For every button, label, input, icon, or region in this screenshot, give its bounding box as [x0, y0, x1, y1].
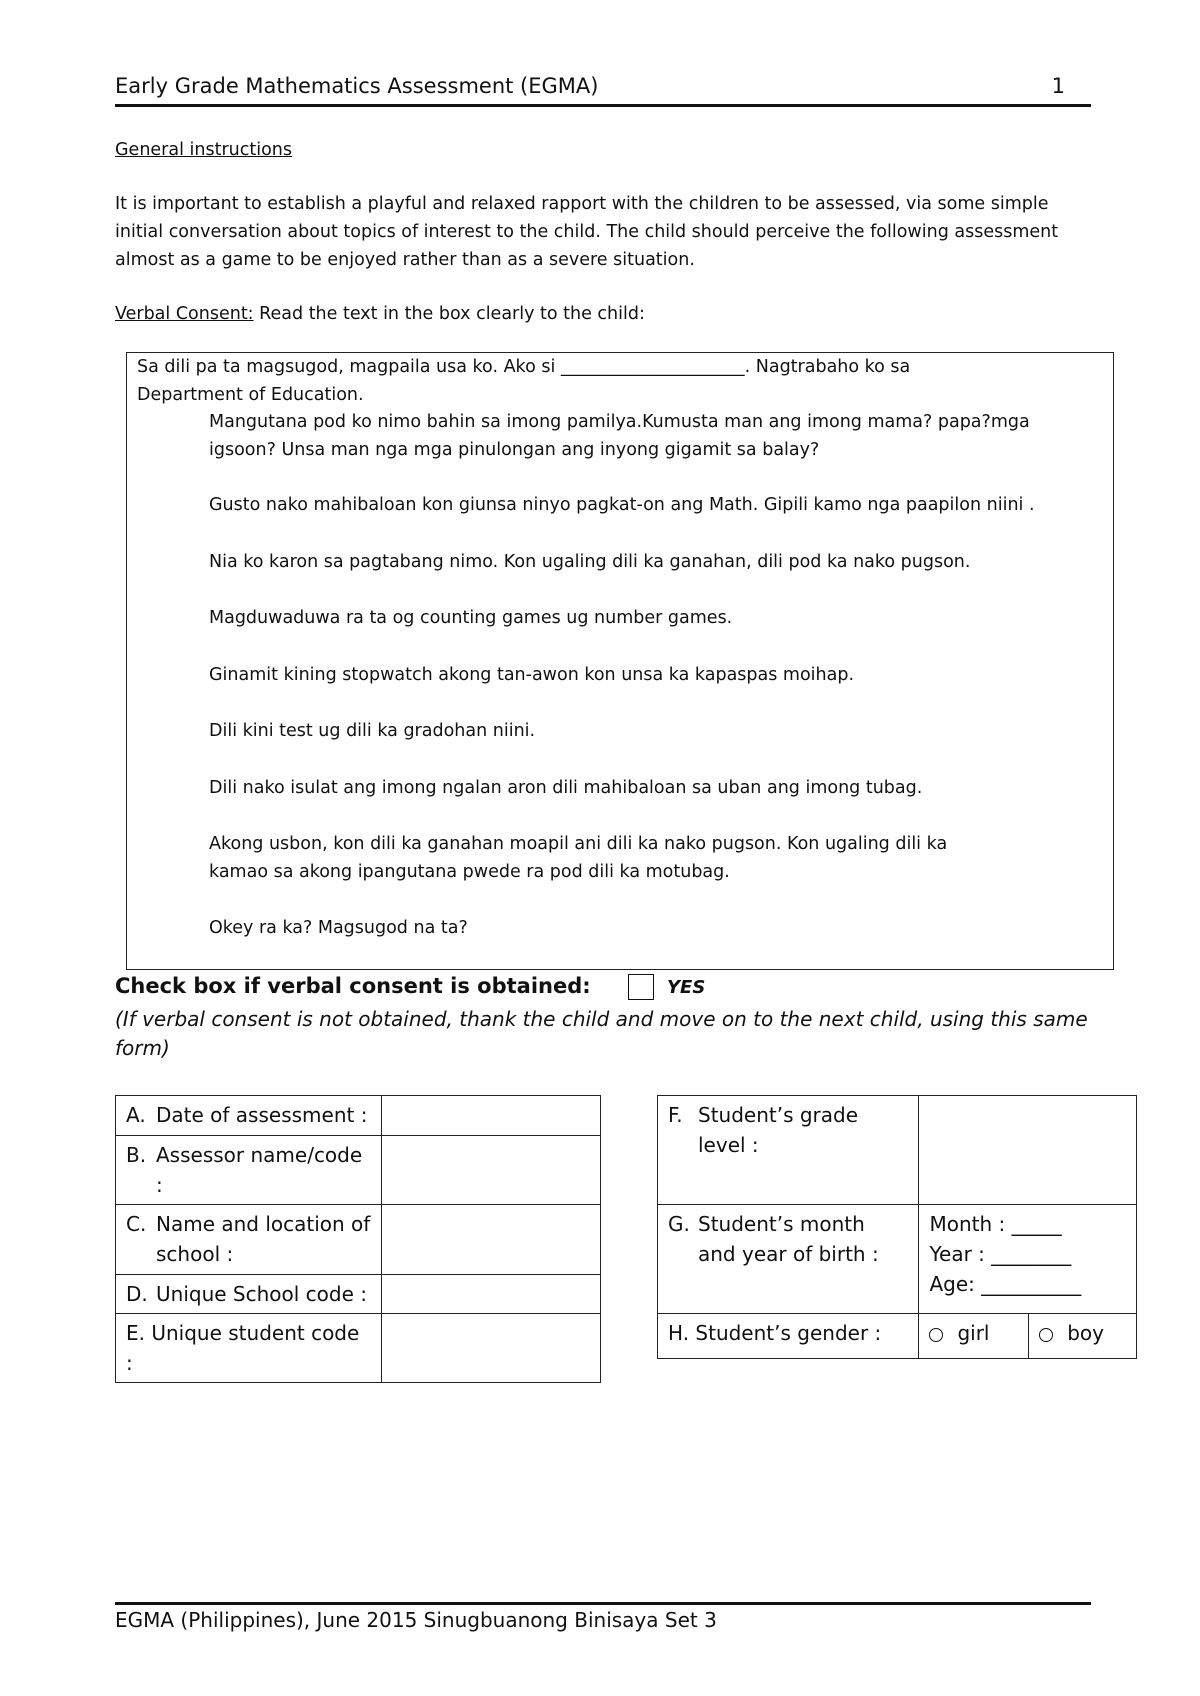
consent-line: Department of Education. [137, 385, 364, 405]
instructions-body: It is important to establish a playful and relaxed rapport with the children to be assessed, via some simple initial conversation about topics of interest to the child. The child should perceive the following assessment almost as a game to be enjoyed rather than as a severe situation. [115, 194, 1059, 270]
page-footer: EGMA (Philippines), June 2015 Sinugbuanong Binisaya Set 3 [115, 1608, 717, 1632]
page-header [115, 74, 1091, 107]
consent-check-label: Check box if verbal consent is obtained: [115, 974, 591, 998]
grade-level-field[interactable] [919, 1096, 1137, 1205]
consent-note: (If verbal consent is not obtained, thank the child and move on to the next child, using this same form) [115, 1007, 1088, 1060]
assessor-label: B. Assessor name/code : [116, 1136, 382, 1205]
gender-boy-option[interactable] [1029, 1314, 1137, 1359]
consent-checkbox[interactable] [628, 974, 654, 1000]
birth-label: G. Student’s month and year of birth : [658, 1205, 919, 1314]
verbal-consent-text: Read the text in the box clearly to the child: [253, 304, 645, 324]
consent-line: Dili kini test ug dili ka gradohan niini. [209, 721, 536, 741]
consent-line: Mangutana pod ko nimo bahin sa imong pamilya.Kumusta man ang imong mama? papa?mga [209, 412, 1030, 432]
girl-label: girl [957, 1321, 990, 1345]
page-number: 1 [1051, 74, 1065, 98]
radio-icon [1039, 1328, 1053, 1342]
school-code-label: D. Unique School code : [116, 1275, 382, 1314]
instructions-heading: General instructions [115, 140, 293, 160]
consent-line: Gusto nako mahibaloan kon giunsa ninyo pagkat-on ang Math. Gipili kamo nga paapilon niini . [209, 495, 1035, 515]
school-label: C. Name and location of school : [116, 1205, 382, 1275]
consent-line: Akong usbon, kon dili ka ganahan moapil ani dili ka nako pugson. Kon ugaling dili ka [209, 834, 948, 854]
consent-line: Magduwaduwa ra ta og counting games ug number games. [209, 608, 733, 628]
verbal-consent-label: Verbal Consent: [115, 304, 254, 324]
consent-line: Sa dili pa ta magsugod, magpaila usa ko. Ako si _____________________. Nagtrabaho ko sa [137, 357, 911, 377]
verbal-consent-line [115, 300, 645, 328]
student-code-field[interactable] [381, 1314, 600, 1383]
yes-label: YES [667, 977, 706, 998]
birth-year: Year : ________ [929, 1242, 1072, 1266]
consent-line: Okey ra ka? Magsugod na ta? [209, 918, 468, 938]
consent-script-box [126, 352, 1114, 970]
consent-line: Ginamit kining stopwatch akong tan-awon kon unsa ka kapaspas moihap. [209, 665, 855, 685]
consent-line: Dili nako isulat ang imong ngalan aron dili mahibaloan sa uban ang imong tubag. [209, 778, 923, 798]
assessor-field[interactable] [381, 1136, 600, 1205]
birth-month: Month : _____ [929, 1212, 1062, 1236]
footer-rule [115, 1602, 1091, 1605]
age: Age: __________ [929, 1272, 1082, 1296]
gender-girl-option[interactable] [919, 1314, 1029, 1359]
grade-level-label: F. Student’s grade level : [658, 1096, 919, 1205]
gender-label: H. Student’s gender : [658, 1314, 919, 1359]
consent-line: kamao sa akong ipangutana pwede ra pod dili ka motubag. [209, 862, 730, 882]
radio-icon [929, 1328, 943, 1342]
school-code-field[interactable] [381, 1275, 600, 1314]
date-of-assessment-field[interactable] [381, 1096, 600, 1136]
document-title: Early Grade Mathematics Assessment (EGMA) [115, 74, 599, 98]
school-field[interactable] [381, 1205, 600, 1275]
assessment-info-table [115, 1095, 601, 1383]
date-of-assessment-label: A. Date of assessment : [116, 1096, 382, 1136]
birth-field[interactable] [919, 1205, 1137, 1314]
consent-line: igsoon? Unsa man nga mga pinulongan ang inyong gigamit sa balay? [209, 440, 820, 460]
student-info-table [657, 1095, 1137, 1359]
consent-line: Nia ko karon sa pagtabang nimo. Kon ugaling dili ka ganahan, dili pod ka nako pugson. [209, 552, 971, 572]
boy-label: boy [1067, 1321, 1104, 1345]
student-code-label: E. Unique student code : [116, 1314, 382, 1383]
